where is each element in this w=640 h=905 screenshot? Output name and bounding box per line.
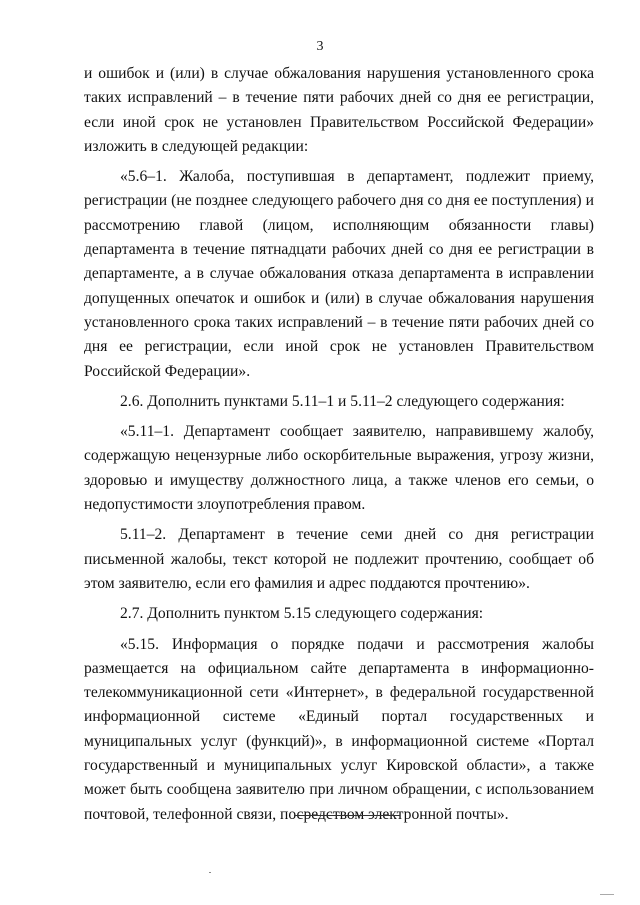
paragraph-5-11-2: 5.11–2. Департамент в течение семи дней со дня регистрации письменной жалобы, текст которой не подлежит прочтению, сообщает об этом заявителю, если его фамилия и адрес поддаются прочтению». — [84, 526, 594, 592]
end-separator-line — [294, 815, 400, 816]
page-number: 3 — [316, 39, 324, 54]
paragraph-5-15: «5.15. Информация о порядке подачи и рассмотрения жалобы размещается на официальном сайте департамента в информационно-телекоммуникационной сети «Интернет», в федеральной государственной информационной системе «Единый портал государственных и муниципальных услуг (функций)», в информационной системе «Портал государственный и муниципальных услуг Кировской области», а также может быть сообщена заявителю при личном обращении, с использованием почтовой, телефонной связи, посредством электронной почты». — [84, 635, 594, 823]
paragraph-2-6: 2.6. Дополнить пунктами 5.11–1 и 5.11–2 следующего содержания: — [120, 392, 565, 410]
document-body — [84, 62, 594, 827]
scan-speck — [209, 872, 211, 873]
scan-speck — [600, 894, 614, 895]
paragraph-2-7: 2.7. Дополнить пунктом 5.15 следующего содержания: — [120, 605, 484, 623]
paragraph-5-6-1: «5.6–1. Жалоба, поступившая в департамент, подлежит приему, регистрации (не позднее следующего рабочего дня со дня ее поступления) и рассмотрению главой (лицом, исполняющим обязанности главы) департамента в течение пятнадцати рабочих дней со дня ее регистрации в департаменте, а в случае обжалования отказа департамента в исправлении допущенных опечаток и ошибок и (или) в случае обжалования нарушения установленного срока таких исправлений – в течение пяти рабочих дней со дня ее регистрации, если иной срок не установлен Правительством Российской Федерации». — [84, 168, 594, 380]
paragraph-continuation: и ошибок и (или) в случае обжалования нарушения установленного срока таких исправлений – в течение пяти рабочих дней со дня ее регистрации, если иной срок не установлен Правительством Российской Федерации» изложить в следующей редакции: — [84, 65, 594, 155]
paragraph-5-11-1: «5.11–1. Департамент сообщает заявителю, направившему жалобу, содержащую нецензурные либо оскорбительные выражения, угрозу жизни, здоровью и имуществу должностного лица, а также членов его семьи, о недопустимости злоупотребления правом. — [84, 423, 594, 514]
